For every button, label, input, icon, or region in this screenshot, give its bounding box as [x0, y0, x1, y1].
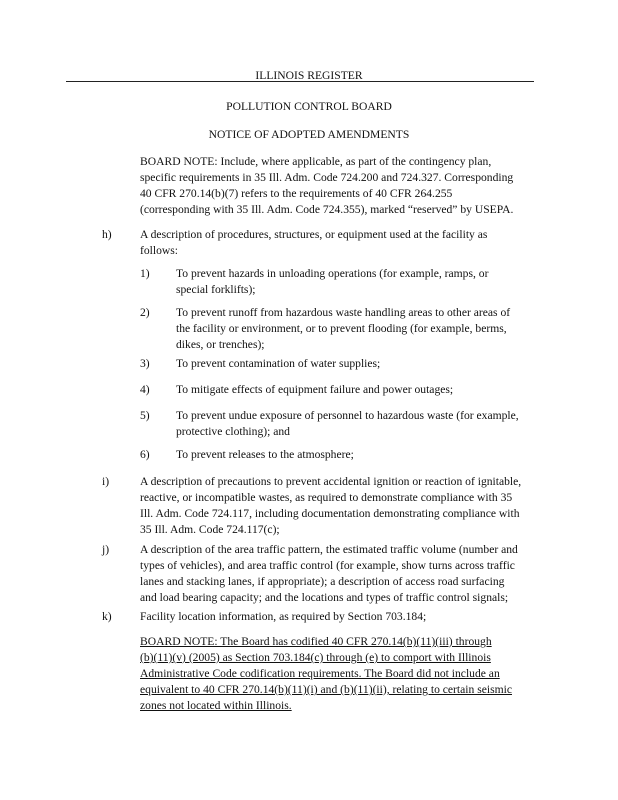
item-line: protective clothing); and — [176, 425, 290, 438]
item-line: To prevent releases to the atmosphere; — [176, 448, 354, 461]
item-number: 2) — [140, 306, 150, 319]
item-line: dikes, or trenches); — [176, 338, 265, 351]
section-label: j) — [102, 543, 110, 556]
item-line: To prevent hazards in unloading operations (for example, ramps, or — [176, 267, 489, 280]
note-line: BOARD NOTE: Include, where applicable, as part of the contingency plan, — [140, 155, 492, 168]
item-number: 3) — [140, 357, 150, 370]
header-rule — [66, 81, 534, 82]
item-line: To prevent undue exposure of personnel to hazardous waste (for example, — [176, 409, 519, 422]
section-line: A description of procedures, structures, or equipment used at the facility as — [140, 228, 488, 241]
section-line: Ill. Adm. Code 724.117, including documentation demonstrating compliance with — [140, 507, 520, 520]
section-line: follows: — [140, 244, 179, 257]
note-line: specific requirements in 35 Ill. Adm. Code 724.200 and 724.327. Corresponding — [140, 171, 514, 184]
section-line: A description of the area traffic pattern, the estimated traffic volume (number and — [140, 543, 518, 556]
section-label: i) — [102, 475, 110, 488]
note-line: 40 CFR 270.14(b)(7) refers to the requirements of 40 CFR 264.255 — [140, 187, 453, 200]
section-label: h) — [102, 228, 112, 241]
item-line: To mitigate effects of equipment failure and power outages; — [176, 383, 454, 396]
note-line: Administrative Code codification requirements. The Board did not include an — [140, 667, 500, 680]
item-line: To prevent contamination of water supplies; — [176, 357, 381, 370]
item-number: 6) — [140, 448, 150, 461]
note-line: BOARD NOTE: The Board has codified 40 CFR 270.14(b)(11)(iii) through — [140, 635, 492, 648]
item-number: 4) — [140, 383, 150, 396]
section-line: 35 Ill. Adm. Code 724.117(c); — [140, 523, 280, 536]
section-line: reactive, or incompatible wastes, as required to demonstrate compliance with 35 — [140, 491, 513, 504]
note-line: zones not located within Illinois. — [140, 699, 292, 712]
item-line: the facility or environment, or to prevent flooding (for example, berms, — [176, 322, 507, 335]
note-line: (b)(11)(v) (2005) as Section 703.184(c) through (e) to comport with Illinois — [140, 651, 491, 664]
note-line: equivalent to 40 CFR 270.14(b)(11)(i) and (b)(11)(ii), relating to certain seismic — [140, 683, 512, 696]
note-line: (corresponding with 35 Ill. Adm. Code 724.355), marked “reserved” by USEPA. — [140, 203, 514, 216]
section-label: k) — [102, 610, 112, 623]
item-line: To prevent runoff from hazardous waste handling areas to other areas of — [176, 306, 511, 319]
item-number: 1) — [140, 267, 150, 280]
section-line: Facility location information, as required by Section 703.184; — [140, 610, 427, 623]
notice-title: NOTICE OF ADOPTED AMENDMENTS — [208, 128, 410, 141]
item-number: 5) — [140, 409, 150, 422]
item-line: special forklifts); — [176, 283, 256, 296]
register-title: ILLINOIS REGISTER — [255, 69, 363, 82]
section-line: lanes and stacking lanes, if appropriate); a description of access road surfacing — [140, 575, 505, 588]
board-title: POLLUTION CONTROL BOARD — [226, 100, 392, 113]
section-line: and load bearing capacity; and the locations and types of traffic control signals; — [140, 591, 509, 604]
section-line: types of vehicles), and area traffic control (for example, show turns across traffic — [140, 559, 515, 572]
section-line: A description of precautions to prevent accidental ignition or reaction of ignitable, — [140, 475, 522, 488]
